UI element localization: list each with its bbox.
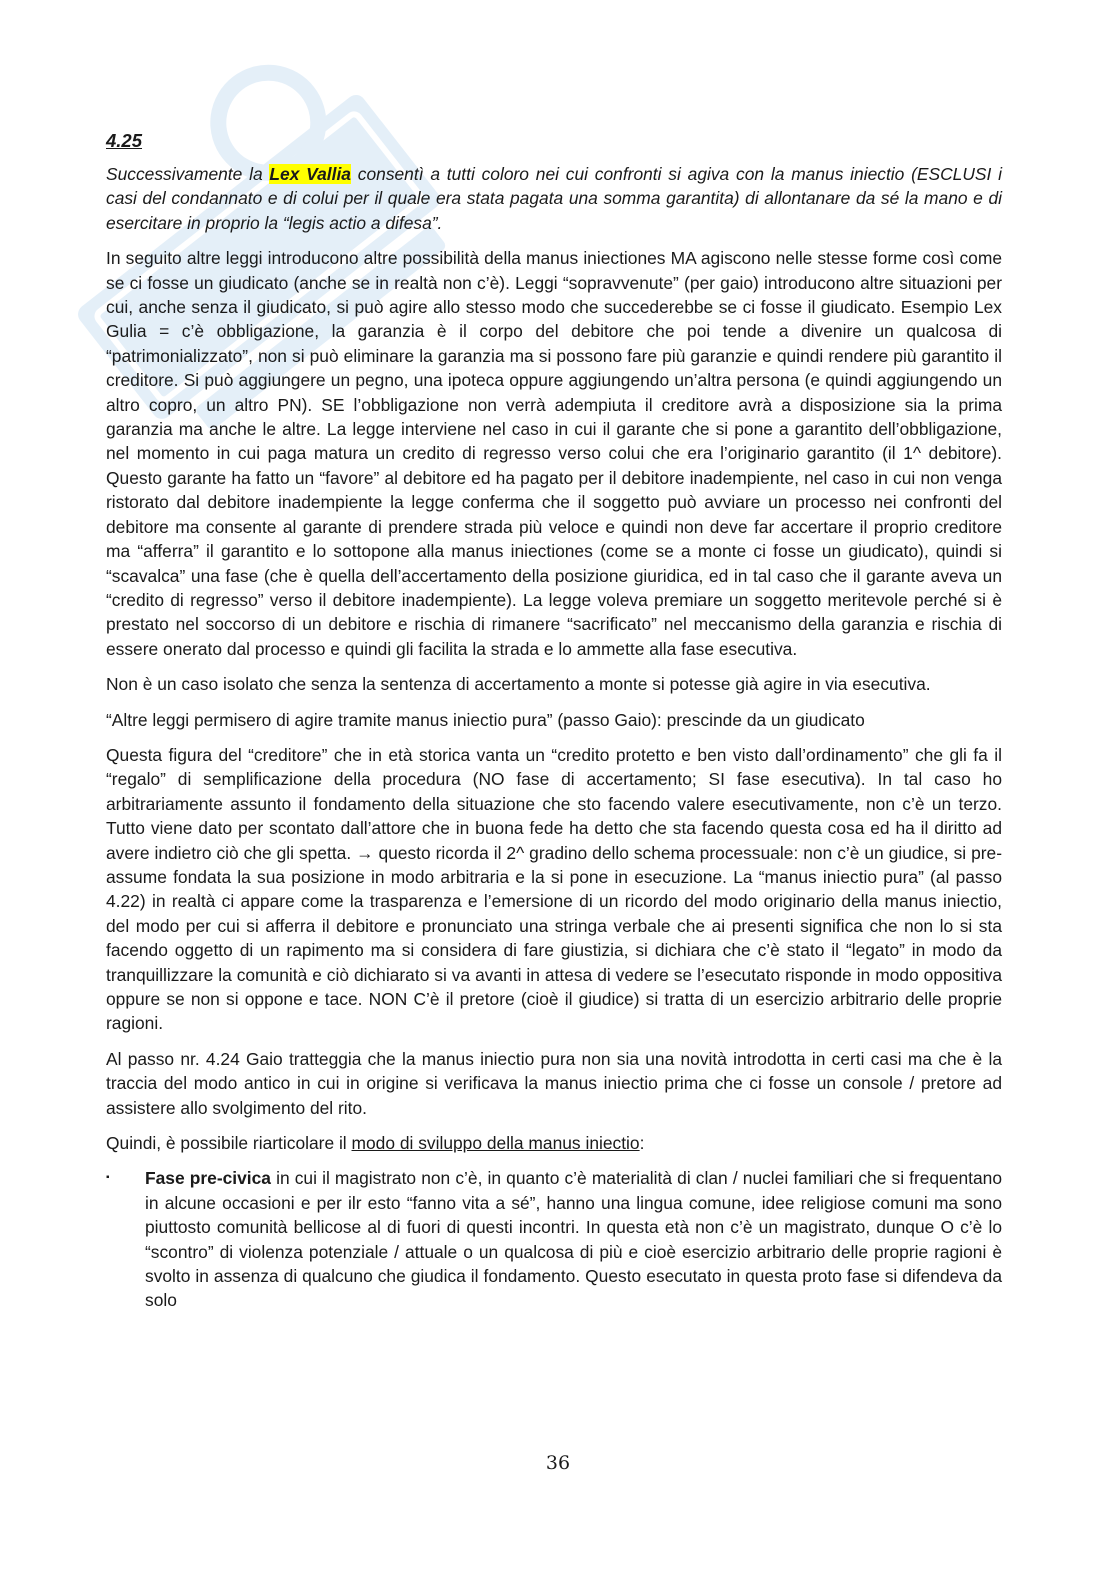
paragraph-text: Quindi, è possibile riarticolare il	[106, 1133, 352, 1154]
section-heading: 4.25	[106, 130, 143, 151]
paragraph-text: :	[639, 1133, 645, 1154]
paragraph-citazione-gaio: “Altre leggi permisero di agire tramite manus iniectio pura” (passo Gaio): prescinde da un giudicato	[106, 709, 865, 730]
list-item-text	[145, 1166, 1002, 1312]
underlined-phrase: modo di sviluppo della manus iniectio	[351, 1133, 640, 1154]
paragraph-altre-leggi: In seguito altre leggi introducono altre possibilità della manus iniectiones MA agiscono nelle stesse forme così come se ci fosse un giudicato (anche se in realtà non c’è). Leggi “sopravvenute” (per gaio) introducono altre situazioni per cui, anche senza il giudicato, si può agire allo stesso modo che succederebbe se ci fosse il giudicato. Esempio Lex Gulia = c’è obbligazione, la garanzia è il corpo del debitore che poi tende a divenire un qualcosa di “patrimonializzato”, non si può eliminare la garanzia ma si possono fare più garanzie e quindi rendere più garantito il creditore. Si può aggiungere un pegno, una ipoteca oppure aggiungendo un’altra persona (e quindi aggiungendo un altro copro, un altro PN). SE l’obbligazione non verrà adempiuta il creditore avrà a disposizione sia la prima garanzia ma anche le altre. La legge interviene nel caso in cui il garante che si pone a garantito dell’obbligazione, nel momento in cui paga matura un credito di regresso verso colui che era l’originario garantito (il 1^ debitore). Questo garante ha fatto un “favore” al debitore ed ha pagato per il debitore inadempiente, nel caso in cui non venga ristorato dal debitore inadempiente la legge conferma che il soggetto può avviare un processo nei confronti del debitore ma consente al garante di prendere strada più veloce e quindi non deve far accertare il proprio creditore ma “afferra” il garantito e lo sottopone alla manus iniectiones (come se a monte ci fosse un giudicato), quindi si “scavalca” una fase (che è quella dell’accertamento della posizione giuridica, ed in tal caso che il garante aveva un “credito di regresso” verso il debitore inadempiente). La legge voleva premiare un soggetto meritevole perché si è prestato nel soccorso di un debitore e rischia di rimanere “sacrificato” nel meccanismo della garanzia e rischia di essere onerato dal processo e quindi gli facilita la strada e lo ammette alla fase esecutiva.	[106, 248, 1002, 659]
paragraph-caso-isolato: Non è un caso isolato che senza la sentenza di accertamento a monte si potesse già agire in via esecutiva.	[106, 674, 931, 695]
list-item-bold-lead: Fase pre-civica	[145, 1168, 271, 1189]
paragraph-text: consentì a tutti coloro nei cui confronti si agiva con la manus iniectio (ESCLUSI i casi del condannato e di colui per il quale era stata pagata una somma garantita) di allontanare da sé la mano e di esercitare in proprio la “legis actio a difesa”.	[106, 164, 1002, 233]
highlighted-term: Lex Vallia	[269, 164, 351, 184]
paragraph-passo-4-24: Al passo nr. 4.24 Gaio tratteggia che la manus iniectio pura non sia una novità introdotta in certi casi ma che è la traccia del modo antico in cui in origine si verificava la manus iniectio prima che ci fosse un console / pretore ad assistere allo svolgimento del rito.	[106, 1048, 1002, 1118]
list-item	[106, 1166, 1002, 1312]
paragraph-figura-creditore: Questa figura del “creditore” che in età storica vanta un “credito protetto e ben visto dall’ordinamento” che gli fa il “regalo” di semplificazione della procedura (NO fase di accertamento; SI fase esecutiva). In tal caso ho arbitrariamente assunto il fondamento della situazione che sto facendo valere esecutivamente, non c’è un terzo. Tutto viene dato per scontato dall’attore che in buona fede ha detto che sta facendo questa cosa ed ha il diritto ad avere indietro ciò che gli spetta. → questo ricorda il 2^ gradino dello schema processuale: non c’è un giudice, si pre-assume fondata la sua posizione in modo arbitraria e la si pone in esecuzione. La “manus iniectio pura” (al passo 4.22) in realtà ci appare come la trasparenza e l’emersione di un ricordo del modo originario della manus iniectio, del modo per cui si afferra il debitore e pronunciato una stringa verbale che ai presenti significa che non lo si sta facendo oggetto di un rapimento ma si considera di fare giustizia, si dichiara che c’è stato il “legato” in modo da tranquillizzare la comunità e ciò dichiarato si va avanti in attesa di vedere se l’esecutato risponde in modo oppositiva oppure se non si oppone e tace. NON C’è il pretore (cioè il giudice) si tratta di un esercizio arbitrario delle proprie ragioni.	[106, 744, 1002, 1034]
paragraph-text: Successivamente la	[106, 164, 270, 184]
paragraph-sviluppo	[106, 1131, 1002, 1155]
list-item-body: in cui il magistrato non c’è, in quanto c’è materialità di clan / nuclei familiari che si frequentano in alcune occasioni e per ilr esto “fanno vita a sé”, hanno una lingua comune, idee religiose comuni ma sono piuttosto comunità bellicose al di fuori di questi incontri. In questa età non c’è un magistrato, dunque O c’è lo “scontro” di violenza potenziale / attuale o un qualcosa di più e cioè esercizio arbitrario delle proprie ragioni è svolto in assenza di qualcuno che giudica il fondamento. Questo esecutato in questa proto fase si difendeva da solo	[145, 1168, 1002, 1311]
document-body	[106, 128, 1002, 1313]
bullet-square-icon: ▪	[106, 1172, 110, 1184]
page-number: 36	[545, 1452, 571, 1474]
paragraph-lex-vallia	[106, 162, 1002, 235]
